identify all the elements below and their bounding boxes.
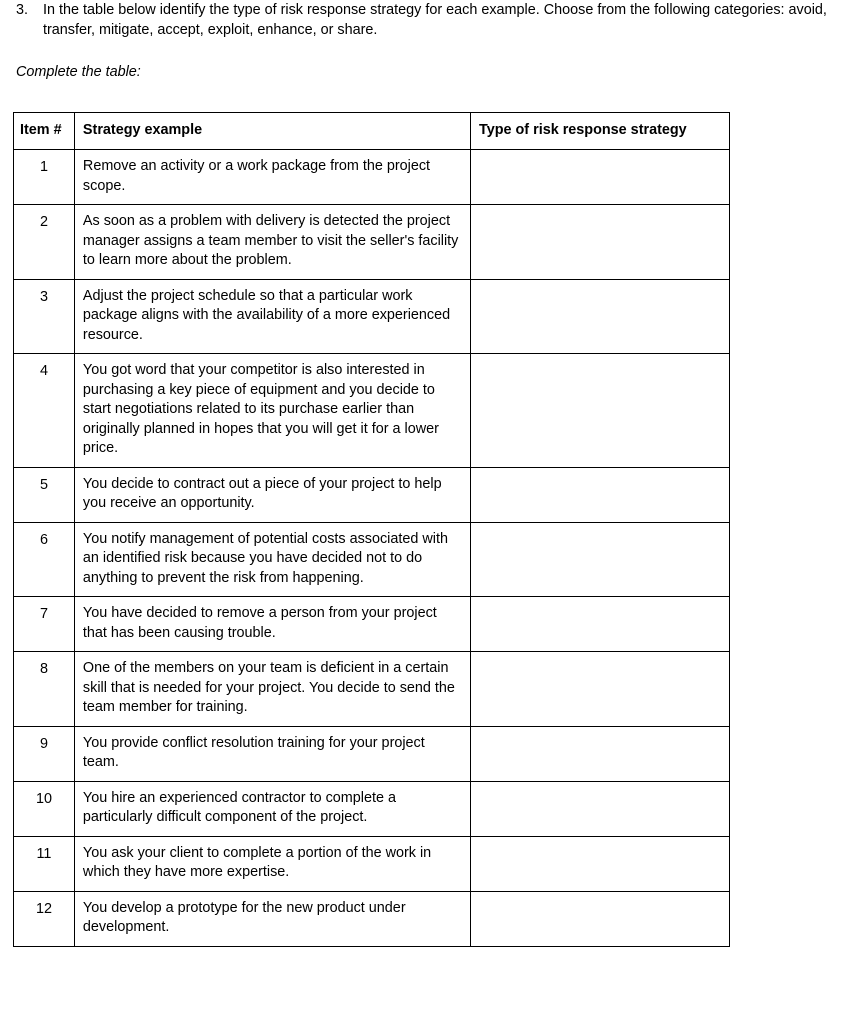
- header-strategy-example: Strategy example: [74, 113, 470, 150]
- item-number: 12: [14, 891, 75, 946]
- risk-response-type-cell[interactable]: [471, 836, 730, 891]
- strategy-example: Adjust the project schedule so that a particular work package aligns with the availability of a more experienced resource.: [74, 279, 470, 354]
- table-header-row: [14, 113, 730, 150]
- table-row: [14, 354, 730, 468]
- item-number: 3: [14, 279, 75, 354]
- risk-response-type-cell[interactable]: [471, 150, 730, 205]
- strategy-example: You hire an experienced contractor to complete a particularly difficult component of the project.: [74, 781, 470, 836]
- risk-response-type-value[interactable]: [479, 212, 721, 232]
- risk-response-type-cell[interactable]: [471, 597, 730, 652]
- risk-response-type-value[interactable]: [479, 361, 721, 381]
- table-row: [14, 597, 730, 652]
- strategy-example: One of the members on your team is deficient in a certain skill that is needed for your project. You decide to send the team member for training.: [74, 652, 470, 727]
- risk-response-type-cell[interactable]: [471, 891, 730, 946]
- table-row: [14, 726, 730, 781]
- risk-response-table: [13, 112, 730, 947]
- item-number: 4: [14, 354, 75, 468]
- strategy-example: You ask your client to complete a portion of the work in which they have more expertise.: [74, 836, 470, 891]
- risk-response-type-cell[interactable]: [471, 205, 730, 280]
- risk-response-type-value[interactable]: [479, 659, 721, 679]
- strategy-example: You develop a prototype for the new product under development.: [74, 891, 470, 946]
- item-number: 5: [14, 467, 75, 522]
- strategy-example: You got word that your competitor is also interested in purchasing a key piece of equipment and you decide to start negotiations related to its purchase earlier than originally planned in hopes that you will get it for a lower price.: [74, 354, 470, 468]
- strategy-example: You provide conflict resolution training for your project team.: [74, 726, 470, 781]
- risk-response-type-cell[interactable]: [471, 354, 730, 468]
- item-number: 8: [14, 652, 75, 727]
- item-number: 6: [14, 522, 75, 597]
- header-risk-response-type: Type of risk response strategy: [471, 113, 730, 150]
- question-number: 3.: [16, 2, 29, 18]
- strategy-example: Remove an activity or a work package from the project scope.: [74, 150, 470, 205]
- risk-response-type-cell[interactable]: [471, 781, 730, 836]
- table-row: [14, 781, 730, 836]
- question-text: In the table below identify the type of risk response strategy for each example. Choose from the following categories: avoid, transfer, mitigate, accept, exploit, enhance, or share.: [43, 2, 827, 38]
- item-number: 2: [14, 205, 75, 280]
- instruction: Complete the table:: [16, 64, 141, 80]
- strategy-example: You decide to contract out a piece of your project to help you receive an opportunity.: [74, 467, 470, 522]
- table-row: [14, 279, 730, 354]
- item-number: 9: [14, 726, 75, 781]
- table-row: [14, 205, 730, 280]
- table-row: [14, 836, 730, 891]
- risk-response-type-value[interactable]: [479, 157, 721, 177]
- table-row: [14, 652, 730, 727]
- question: [16, 0, 846, 40]
- risk-response-type-value[interactable]: [479, 844, 721, 864]
- risk-response-type-cell[interactable]: [471, 279, 730, 354]
- strategy-example: You notify management of potential costs associated with an identified risk because you have decided not to do anything to prevent the risk from happening.: [74, 522, 470, 597]
- strategy-example: You have decided to remove a person from your project that has been causing trouble.: [74, 597, 470, 652]
- table-body: [14, 150, 730, 947]
- risk-response-type-cell[interactable]: [471, 726, 730, 781]
- risk-response-type-cell[interactable]: [471, 522, 730, 597]
- item-number: 10: [14, 781, 75, 836]
- risk-response-type-value[interactable]: [479, 789, 721, 809]
- table-row: [14, 467, 730, 522]
- risk-response-type-value[interactable]: [479, 475, 721, 495]
- risk-response-type-value[interactable]: [479, 899, 721, 919]
- header-item-number: Item #: [14, 113, 75, 150]
- risk-response-type-cell[interactable]: [471, 652, 730, 727]
- risk-response-type-cell[interactable]: [471, 467, 730, 522]
- table-row: [14, 150, 730, 205]
- risk-response-type-value[interactable]: [479, 604, 721, 624]
- strategy-example: As soon as a problem with delivery is detected the project manager assigns a team member to visit the seller's facility to learn more about the problem.: [74, 205, 470, 280]
- item-number: 11: [14, 836, 75, 891]
- table-row: [14, 891, 730, 946]
- item-number: 1: [14, 150, 75, 205]
- risk-response-type-value[interactable]: [479, 530, 721, 550]
- risk-response-type-value[interactable]: [479, 287, 721, 307]
- item-number: 7: [14, 597, 75, 652]
- risk-response-type-value[interactable]: [479, 734, 721, 754]
- table-row: [14, 522, 730, 597]
